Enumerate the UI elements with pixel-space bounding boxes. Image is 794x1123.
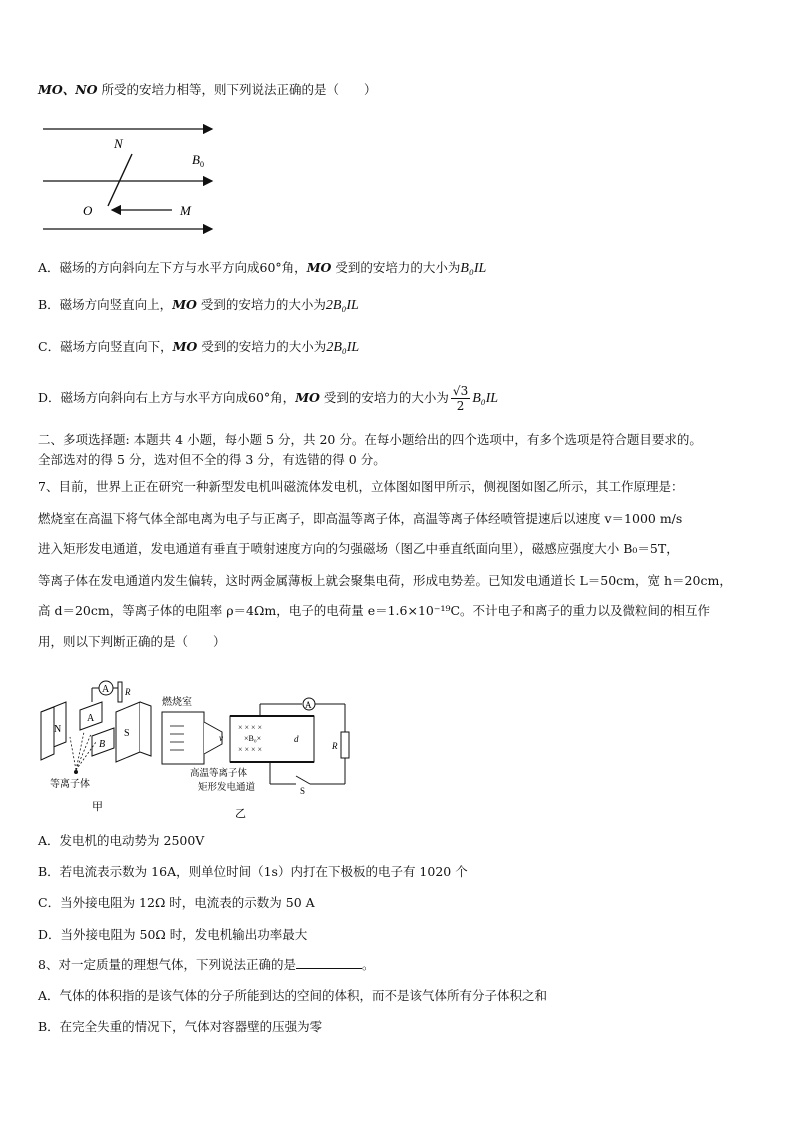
svg-text:× × × ×: × × × × — [238, 745, 263, 754]
q8-stem: 8、对一定质量的理想气体，下列说法正确的是 。 — [38, 957, 375, 972]
svg-text:R: R — [125, 687, 131, 697]
label-B0: $B_0$ — [192, 152, 204, 169]
svg-text:× × × ×: × × × × — [238, 723, 263, 732]
svg-text:v: v — [219, 733, 223, 743]
q7-line1: 7、目前，世界上正在研究一种新型发电机叫磁流体发电机，立体图如图甲所示，侧视图如图乙所示，其工作原理是： — [38, 479, 684, 494]
label-N: N — [114, 136, 123, 151]
q7-line3: 进入矩形发电通道，发电通道有垂直于喷射速度方向的匀强磁场（图乙中垂直纸面向里），磁感应强度大小 B₀＝5T， — [38, 541, 679, 556]
q6-option-b: B．磁场方向竖直向上，MO 受到的安培力的大小为2B₀IL — [38, 297, 359, 313]
svg-text:A: A — [102, 684, 110, 695]
q8-option-a: A．气体的体积指的是该气体的分子所能到达的空间的体积，而不是该气体所有分子体积之和 — [38, 988, 548, 1003]
section2-line1: 二、多项选择题: 本题共 4 小题，每小题 5 分，共 20 分。在每小题给出的四个选项中，有多个选项是符合题目要求的。 — [38, 432, 702, 447]
wire-NO — [108, 154, 132, 206]
svg-text:N: N — [54, 724, 62, 735]
q7-option-c: C．当外接电阻为 12Ω 时，电流表的示数为 50 A — [38, 895, 315, 910]
svg-text:矩形发电通道: 矩形发电通道 — [198, 783, 256, 793]
label-O: O — [83, 203, 93, 218]
svg-text:A: A — [305, 700, 312, 710]
svg-text:乙: 乙 — [235, 808, 246, 820]
svg-text:燃烧室: 燃烧室 — [162, 697, 192, 708]
svg-text:B: B — [99, 739, 106, 750]
answer-blank — [296, 956, 362, 969]
svg-text:A: A — [87, 713, 95, 724]
svg-text:等离子体: 等离子体 — [50, 779, 90, 790]
q8-option-b: B．在完全失重的情况下，气体对容器壁的压强为零 — [38, 1019, 323, 1034]
svg-text:S: S — [300, 786, 306, 796]
q7-option-b: B．若电流表示数为 16A，则单位时间（1s）内打在下极板的电子有 1020 个 — [38, 864, 468, 879]
q7-line6: 用，则以下判断正确的是（ ） — [38, 634, 226, 649]
svg-text:d: d — [294, 734, 299, 744]
q7-option-d: D．当外接电阻为 50Ω 时，发电机输出功率最大 — [38, 927, 308, 942]
svg-text:S: S — [124, 728, 130, 739]
q6-field-figure — [40, 118, 220, 238]
q7-line4: 等离子体在发电通道内发生偏转，这时两金属薄板上就会聚集电荷，形成电势差。已知发电通道长 L＝50cm，宽 h＝20cm， — [38, 573, 732, 588]
svg-text:高温等离子体: 高温等离子体 — [190, 769, 248, 779]
q6-option-a: A．磁场的方向斜向左下方与水平方向成60°角，MO 受到的安培力的大小为B₀IL — [38, 260, 487, 276]
label-M: M — [180, 203, 191, 218]
fraction-root3-over-2: $\frac{√3}{2}$ — [452, 384, 469, 413]
svg-text:×B₀×: ×B₀× — [244, 734, 262, 743]
q7-figure-yi — [160, 694, 360, 824]
q6-stem: MO、NO 所受的安培力相等，则下列说法正确的是（ ） — [38, 82, 377, 97]
q7-option-a: A．发电机的电动势为 2500V — [38, 833, 205, 848]
q6-option-d: D．磁场方向斜向右上方与水平方向成60°角，MO 受到的安培力的大小为 $\frac{√3}{2}$ B₀IL — [38, 384, 499, 413]
q6-option-c: C．磁场方向竖直向下，MO 受到的安培力的大小为2B₀IL — [38, 339, 360, 355]
q7-line2: 燃烧室在高温下将气体全部电离为电子与正离子，即高温等离子体，高温等离子体经喷管提速后以速度 v＝1000 m/s — [38, 511, 683, 526]
svg-text:R: R — [332, 741, 338, 751]
q7-figure-jia — [36, 672, 166, 822]
svg-text:甲: 甲 — [92, 801, 103, 813]
q7-line5: 高 d＝20cm，等离子体的电阻率 ρ＝4Ωm，电子的电荷量 e＝1.6×10⁻¹⁹C。不计电子和离子的重力以及微粒间的相互作 — [38, 603, 711, 618]
section2-line2: 全部选对的得 5 分，选对但不全的得 3 分，有选错的得 0 分。 — [38, 452, 386, 467]
